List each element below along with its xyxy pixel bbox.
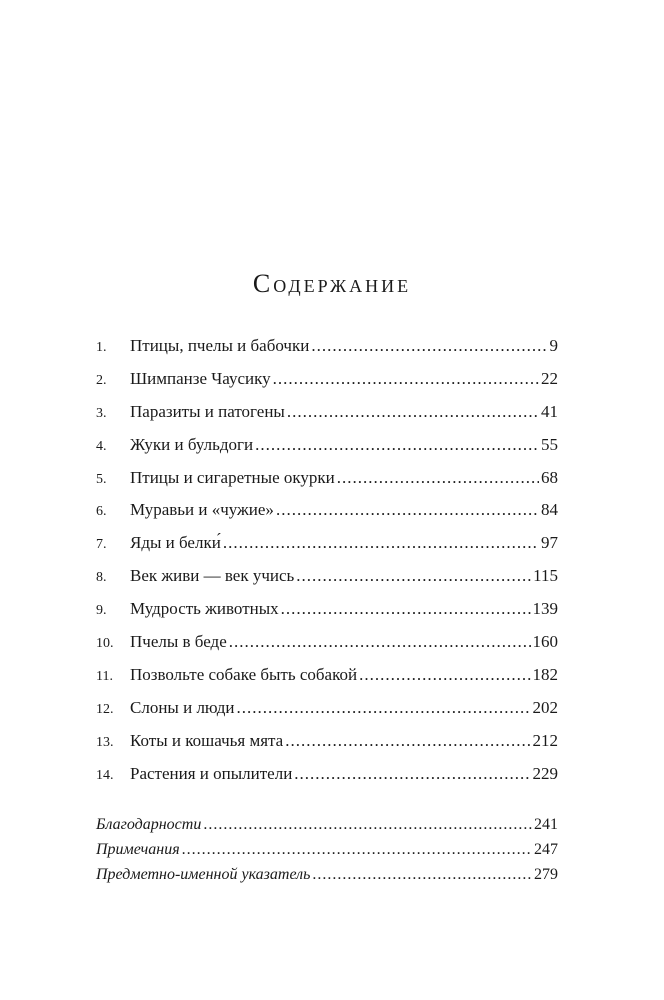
chapter-title: Птицы и сигаретные окурки: [130, 467, 335, 487]
page-number: 22: [541, 368, 558, 388]
chapter-number: 2.: [96, 372, 107, 388]
chapter-number: 11.: [96, 668, 113, 684]
chapter-title: Слоны и люди: [130, 697, 235, 717]
dot-leader: [203, 812, 532, 837]
chapter-title: Муравьи и «чужие»: [130, 500, 274, 520]
back-matter: [96, 812, 558, 887]
page-number: 212: [532, 730, 558, 750]
chapter-title: Шимпанзе Чаусику: [130, 368, 271, 388]
toc-entry: [96, 330, 558, 363]
section-title: Предметно-именной указатель: [96, 866, 311, 883]
page-number: 68: [541, 467, 558, 487]
chapter-title: Мудрость животных: [130, 599, 279, 619]
chapter-number: 4.: [96, 438, 107, 454]
dot-leader: [281, 593, 531, 626]
chapter-number: 6.: [96, 504, 107, 520]
chapter-number: 7.: [96, 537, 107, 553]
chapter-number: 5.: [96, 471, 107, 487]
back-matter-entry: [96, 812, 558, 837]
section-title: Примечания: [96, 841, 180, 858]
page-number: 139: [532, 599, 558, 619]
chapter-number: 1.: [96, 340, 107, 355]
page-number: 241: [534, 816, 558, 833]
page-title: Содержание: [252, 269, 412, 299]
dot-leader: [273, 363, 539, 396]
dot-leader: [285, 725, 530, 758]
chapter-number: 8.: [96, 570, 107, 586]
dot-leader: [294, 758, 530, 791]
toc-entry: [96, 659, 558, 692]
dot-leader: [359, 659, 530, 692]
back-matter-entry: [96, 862, 558, 887]
toc-entry: [96, 560, 558, 593]
page-number: 55: [541, 434, 558, 454]
chapter-title: Век живи — век учись: [130, 566, 295, 586]
back-matter-entry: [96, 837, 558, 862]
chapter-title: Пчелы в беде: [130, 632, 227, 652]
toc-entry: [96, 758, 558, 791]
table-of-contents: [96, 330, 558, 790]
chapter-title: Яды и белки́: [130, 533, 221, 553]
page-number: 115: [533, 566, 558, 586]
chapter-number: 3.: [96, 405, 107, 421]
section-title: Благодарности: [96, 816, 202, 833]
chapter-number: 13.: [96, 734, 114, 750]
dot-leader: [237, 692, 531, 725]
dot-leader: [255, 429, 539, 462]
chapter-title: Паразиты и патогены: [130, 401, 285, 421]
page-number: 84: [541, 500, 558, 520]
dot-leader: [312, 862, 532, 887]
page-number: 229: [532, 763, 558, 783]
chapter-title: Коты и кошачья мята: [130, 730, 284, 750]
chapter-title: Позвольте собаке быть собакой: [130, 664, 358, 684]
toc-entry: [96, 429, 558, 462]
dot-leader: [229, 626, 531, 659]
page-number: 279: [534, 866, 558, 883]
dot-leader: [311, 330, 547, 363]
chapter-title: Растения и опылители: [130, 763, 293, 783]
toc-entry: [96, 593, 558, 626]
toc-entry: [96, 527, 558, 560]
page-number: 160: [532, 632, 558, 652]
chapter-number: 9.: [96, 603, 107, 619]
toc-entry: [96, 462, 558, 495]
dot-leader: [223, 527, 539, 560]
page-number: 97: [541, 533, 558, 553]
toc-entry: [96, 692, 558, 725]
page-number: 202: [532, 697, 558, 717]
toc-entry: [96, 363, 558, 396]
dot-leader: [276, 494, 539, 527]
page-number: 41: [541, 401, 558, 421]
chapter-number: 14.: [96, 767, 114, 783]
chapter-title: Жуки и бульдоги: [130, 434, 254, 454]
chapter-title: Птицы, пчелы и бабочки: [130, 336, 310, 355]
dot-leader: [337, 462, 539, 495]
toc-entry: [96, 725, 558, 758]
chapter-number: 12.: [96, 701, 114, 717]
dot-leader: [296, 560, 531, 593]
page-number: 247: [534, 841, 558, 858]
page-number: 182: [532, 664, 558, 684]
toc-entry: [96, 626, 558, 659]
toc-entry: [96, 494, 558, 527]
chapter-number: 10.: [96, 636, 114, 652]
page-number: 9: [549, 336, 558, 355]
dot-leader: [287, 396, 539, 429]
toc-entry: [96, 396, 558, 429]
dot-leader: [182, 837, 532, 862]
